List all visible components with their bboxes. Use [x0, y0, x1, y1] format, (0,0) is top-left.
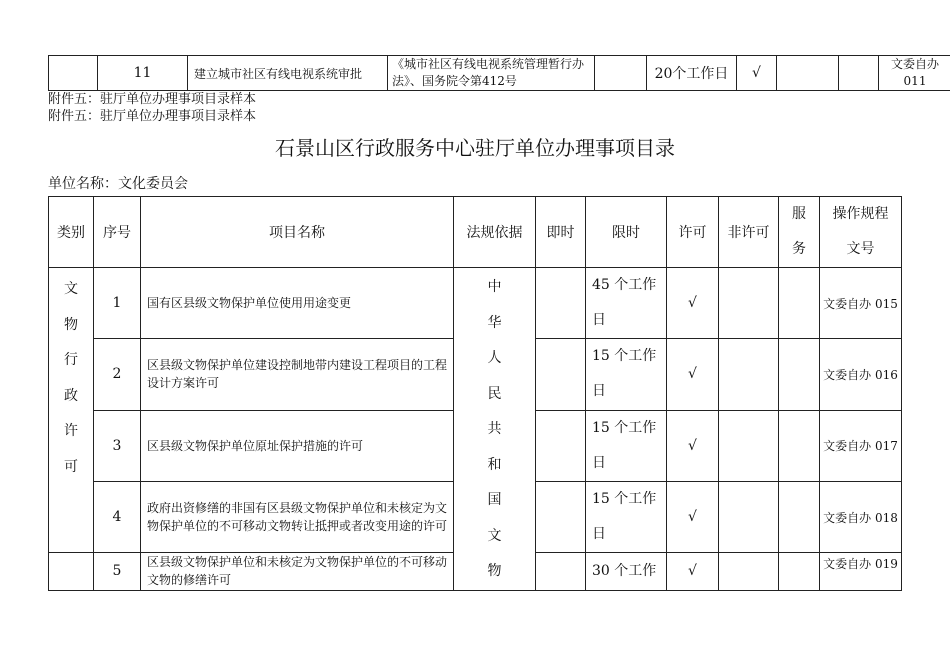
permit-check: √	[667, 339, 719, 410]
permit-check: √	[667, 410, 719, 481]
header-doc	[820, 197, 902, 268]
service-cell	[779, 339, 820, 410]
header-no: 序号	[94, 197, 141, 268]
service-cell	[839, 56, 879, 91]
header-permit: 许可	[667, 197, 719, 268]
category-char: 行	[64, 352, 78, 368]
table-row	[49, 56, 950, 91]
category-char: 文	[64, 281, 78, 297]
page-title: 石景山区行政服务中心驻厅单位办理事项目录	[275, 136, 675, 160]
row-number: 3	[94, 410, 141, 481]
category-cell	[49, 268, 94, 553]
category-char: 政	[64, 387, 78, 404]
row-number: 4	[94, 481, 141, 552]
category-cell	[49, 553, 94, 590]
attachment-label: 附件五：驻厅单位办理事项目录样本	[48, 109, 257, 124]
category-char: 许	[64, 423, 78, 439]
service-cell	[779, 410, 820, 481]
attachment-label: 附件五：驻厅单位办理事项目录样本	[48, 92, 257, 107]
previous-page-table	[48, 55, 950, 91]
time-limit-line: 日	[592, 526, 606, 543]
instant-cell	[536, 268, 586, 339]
law-char: 和	[487, 456, 502, 473]
time-limit-line: 15 个工作	[592, 419, 657, 436]
law-char: 中	[487, 279, 502, 295]
doc-number: 文委自办 018	[820, 481, 902, 552]
law-char: 文	[487, 527, 502, 544]
permit-check: √	[667, 481, 719, 552]
law-basis: 《城市社区有线电视系统管理暂行办法》、国务院令第412号	[388, 56, 595, 91]
time-limit	[586, 410, 667, 481]
law-char: 国	[487, 492, 502, 508]
law-char: 人	[487, 350, 502, 366]
header-nonpermit: 非许可	[719, 197, 779, 268]
header-doc-line: 操作规程	[832, 206, 889, 222]
law-basis-cell	[454, 268, 536, 591]
header-service	[779, 197, 820, 268]
header-service-line: 务	[792, 241, 806, 257]
header-category: 类别	[49, 197, 94, 268]
nonpermit-cell	[719, 268, 779, 339]
item-name: 政府出资修缮的非国有区县级文物保护单位和未核定为文物保护单位的不可移动文物转让抵押或者改变用途的许可	[141, 481, 454, 552]
item-name: 国有区县级文物保护单位使用用途变更	[141, 268, 454, 339]
doc-number: 文委自办 017	[820, 410, 902, 481]
time-limit-line: 15 个工作	[592, 491, 657, 508]
header-service-line: 服	[792, 206, 806, 222]
time-limit-line: 日	[592, 454, 606, 471]
doc-number: 文委自办 015	[820, 268, 902, 339]
header-row	[49, 197, 902, 268]
permit-check: √	[737, 56, 777, 91]
row-number: 5	[94, 553, 141, 590]
item-name: 区县级文物保护单位和未核定为文物保护单位的不可移动文物的修缮许可	[141, 553, 454, 590]
time-limit	[586, 481, 667, 552]
time-limit-line: 45 个工作	[592, 277, 657, 294]
law-char: 共	[487, 421, 502, 437]
permit-check: √	[667, 268, 719, 339]
row-number: 2	[94, 339, 141, 410]
item-name: 建立城市社区有线电视系统审批	[188, 56, 388, 91]
row-number: 1	[94, 268, 141, 339]
header-limit: 限时	[586, 197, 667, 268]
item-name: 区县级文物保护单位原址保护措施的许可	[141, 410, 454, 481]
category-char: 物	[64, 316, 78, 333]
nonpermit-cell	[719, 410, 779, 481]
time-limit: 30 个工作	[586, 553, 667, 590]
category-char: 可	[64, 458, 78, 475]
time-limit-line: 15 个工作	[592, 348, 657, 365]
nonpermit-cell	[719, 553, 779, 590]
header-law: 法规依据	[454, 197, 536, 268]
instant-cell	[536, 339, 586, 410]
service-cell	[779, 553, 820, 590]
time-limit-line: 日	[592, 312, 606, 329]
permit-check: √	[667, 553, 719, 590]
nonpermit-cell	[777, 56, 839, 91]
item-name: 区县级文物保护单位建设控制地带内建设工程项目的工程设计方案许可	[141, 339, 454, 410]
table-row	[49, 268, 902, 339]
nonpermit-cell	[719, 339, 779, 410]
time-limit: 20个工作日	[647, 56, 737, 91]
law-char: 物	[487, 563, 502, 579]
instant-cell	[536, 553, 586, 590]
doc-number: 文委自办 019	[820, 553, 902, 590]
time-limit-line: 日	[592, 383, 606, 400]
row-number: 11	[98, 56, 188, 91]
instant-cell	[595, 56, 647, 91]
category-cell	[49, 56, 98, 91]
law-char: 华	[487, 314, 502, 331]
header-doc-line: 文号	[846, 241, 875, 257]
items-table	[48, 196, 902, 591]
service-cell	[779, 268, 820, 339]
time-limit	[586, 268, 667, 339]
service-cell	[779, 481, 820, 552]
header-instant: 即时	[536, 197, 586, 268]
doc-number: 文委自办 016	[820, 339, 902, 410]
nonpermit-cell	[719, 481, 779, 552]
instant-cell	[536, 481, 586, 552]
doc-number: 文委自办011	[879, 56, 950, 91]
time-limit	[586, 339, 667, 410]
header-name: 项目名称	[141, 197, 454, 268]
law-char: 民	[487, 385, 502, 402]
instant-cell	[536, 410, 586, 481]
unit-name: 单位名称：文化委员会	[48, 176, 188, 192]
